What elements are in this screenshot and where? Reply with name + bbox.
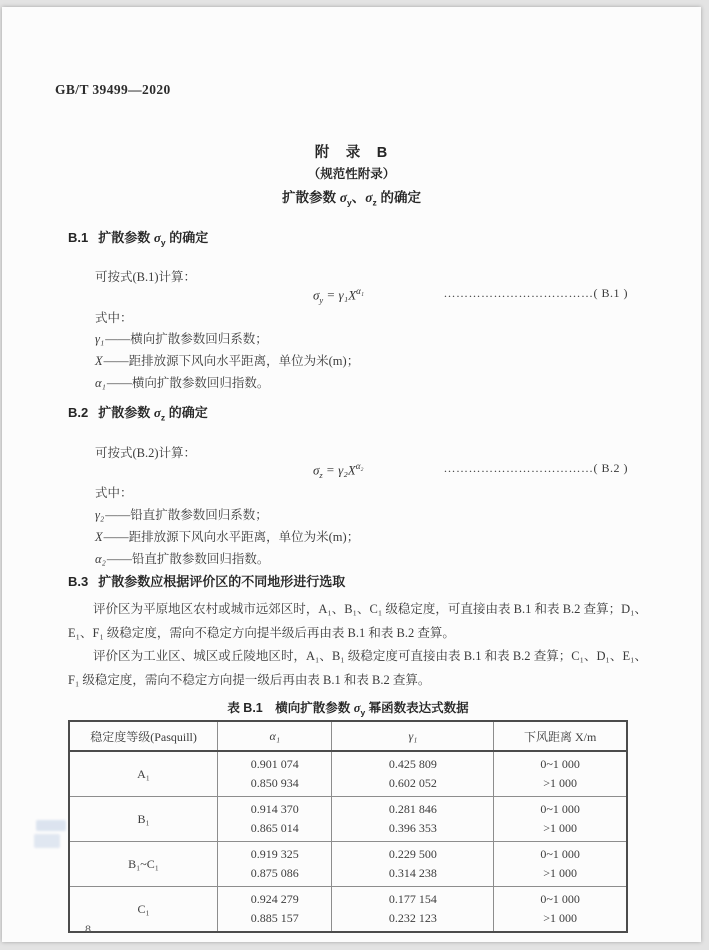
cell-distance: 0~1 000 >1 000 [494,751,627,797]
header-downwind-distance: 下风距离 X/m [494,721,627,751]
header-gamma1: γ₁ [332,721,494,751]
formula-b2-row [68,461,628,480]
standard-number: GB/T 39499—2020 [55,82,171,97]
section-b3-heading: B.3 扩散参数应根据评价区的不同地形进行选取 [68,574,346,589]
cell-gamma: 0.229 500 0.314 238 [332,842,494,887]
table-row [69,887,627,933]
table-b1-caption: 表 B.1 横向扩散参数 $\sigma_y$ 幂函数表达式数据 [227,701,469,718]
formula-b1-label: ………………………………( B.1 ) [443,286,628,300]
cell-class: A₁ [69,751,218,797]
page-number: 8 [85,922,91,936]
table-b1 [68,720,628,933]
cell-distance: 0~1 000 >1 000 [494,797,627,842]
b3-paragraph-2: 评价区为工业区、城区或丘陵地区时，A₁、B₁ 级稳定度可直接由表 B.1 和表 B.2 查算；C₁、D₁、E₁、F₁ 级稳定度，需向不稳定方向提一级后再由表 B.1 和表 B.2 查算。 [68,649,647,687]
header-stability-class: 稳定度等级(Pasquill) [69,721,218,751]
scan-smudge-watermark [32,818,70,858]
cell-class: B₁ [69,797,218,842]
b2-definition-gamma: γ₂——铅直扩散参数回归系数； [95,508,268,522]
b2-where-label: 式中： [95,486,133,500]
formula-b1: $\sigma_y = \gamma_1X^{\alpha_1}$ [313,286,365,305]
b1-definition-alpha: α₁——横向扩散参数回归指数。 [95,376,270,390]
table-row [69,842,627,887]
b2-definition-x: X——距排放源下风向水平距离，单位为米(m)； [95,530,360,544]
cell-alpha: 0.924 279 0.885 157 [218,887,332,933]
section-b1-heading: B.1 扩散参数 $\sigma_y$ 的确定 [68,230,209,248]
b2-definition-alpha: α₂——铅直扩散参数回归指数。 [95,552,270,566]
cell-class: B₁~C₁ [69,842,218,887]
formula-b1-row [68,286,628,305]
b1-definition-x: X——距排放源下风向水平距离，单位为米(m)； [95,354,360,368]
section-b2-heading: B.2 扩散参数 $\sigma_z$ 的确定 [68,405,208,423]
b1-definition-gamma: γ₁——横向扩散参数回归系数； [95,332,268,346]
cell-distance: 0~1 000 >1 000 [494,842,627,887]
b1-where-label: 式中： [95,311,133,325]
appendix-subject: 扩散参数 $\sigma_y$、$\sigma_z$ 的确定 [281,190,422,208]
cell-distance: 0~1 000 >1 000 [494,887,627,933]
table-row [69,751,627,797]
cell-class: C₁ [69,887,218,933]
cell-gamma: 0.281 846 0.396 353 [332,797,494,842]
cell-gamma: 0.425 809 0.602 052 [332,751,494,797]
cell-gamma: 0.177 154 0.232 123 [332,887,494,933]
header-alpha1: α₁ [218,721,332,751]
table-row [69,797,627,842]
formula-b2-label: ………………………………( B.2 ) [443,461,628,475]
appendix-subtitle: （规范性附录） [307,167,396,181]
table-header-row [69,721,627,751]
b1-intro: 可按式(B.1)计算： [95,270,197,284]
appendix-title: 附 录 B [314,145,389,161]
formula-b2: $\sigma_z = \gamma_2X^{\alpha_2}$ [313,461,364,480]
document-page [2,7,701,942]
cell-alpha: 0.919 325 0.875 086 [218,842,332,887]
cell-alpha: 0.914 370 0.865 014 [218,797,332,842]
cell-alpha: 0.901 074 0.850 934 [218,751,332,797]
b2-intro: 可按式(B.2)计算： [95,446,197,460]
b3-paragraph-1: 评价区为平原地区农村或城市远郊区时，A₁、B₁、C₁ 级稳定度，可直接由表 B.1 和表 B.2 查算；D₁、E₁、F₁ 级稳定度，需向不稳定方向提半级后再由表 B.1 和表 B.2 查算。 [68,602,647,640]
